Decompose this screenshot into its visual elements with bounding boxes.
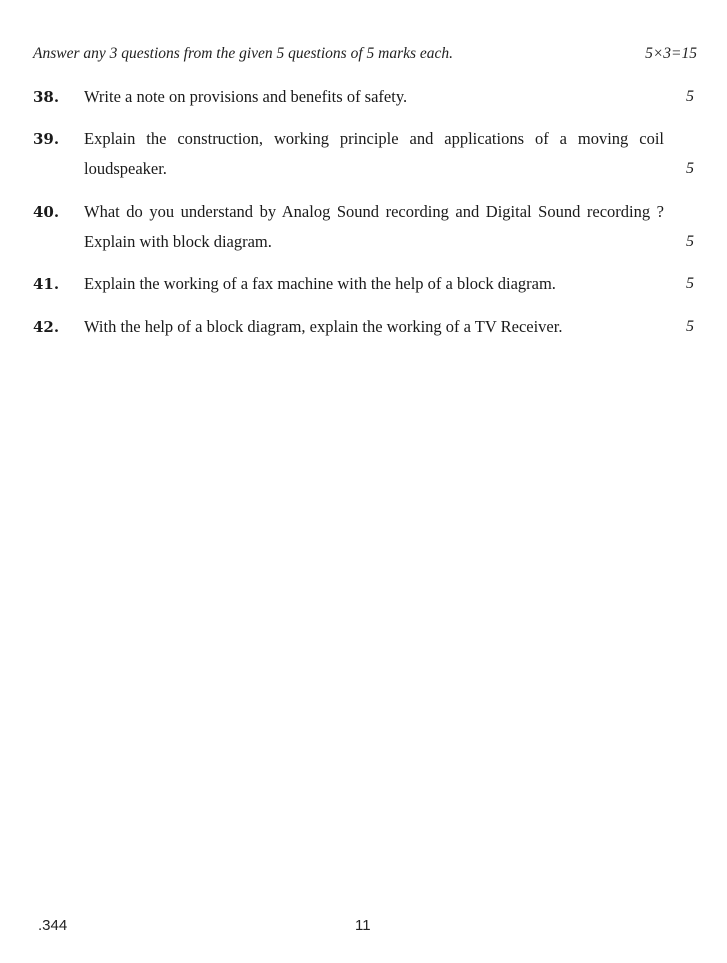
question-40 xyxy=(33,197,694,257)
question-number: 38. xyxy=(33,88,60,106)
question-number: 39. xyxy=(33,130,60,148)
question-text: Write a note on provisions and benefits of safety. xyxy=(84,87,408,106)
question-number: 42. xyxy=(33,318,60,336)
question-marks: 5 xyxy=(686,275,694,292)
page-number: 11 xyxy=(355,917,371,934)
question-text: With the help of a block diagram, explain the working of a TV Receiver. xyxy=(84,317,563,336)
paper-code: .344 xyxy=(38,917,68,934)
question-marks: 5 xyxy=(686,318,694,335)
question-number: 41. xyxy=(33,275,60,293)
question-text: What do you understand by Analog Sound recording and Digital Sound recording ? Explain with block diagram. xyxy=(84,202,664,251)
question-text: Explain the working of a fax machine with the help of a block diagram. xyxy=(84,274,556,293)
question-38 xyxy=(33,82,694,112)
question-text: Explain the construction, working principle and applications of a moving coil loudspeaker. xyxy=(84,129,664,178)
question-marks: 5 xyxy=(686,88,694,105)
instruction-text: Answer any 3 questions from the given 5 questions of 5 marks each. xyxy=(33,45,454,62)
section-marks: 5×3=15 xyxy=(645,45,697,62)
question-39 xyxy=(33,124,694,184)
question-number: 40. xyxy=(33,203,60,221)
question-41 xyxy=(33,269,694,299)
section-instruction xyxy=(33,45,697,67)
question-marks: 5 xyxy=(686,160,694,177)
question-42 xyxy=(33,312,694,342)
question-marks: 5 xyxy=(686,233,694,250)
